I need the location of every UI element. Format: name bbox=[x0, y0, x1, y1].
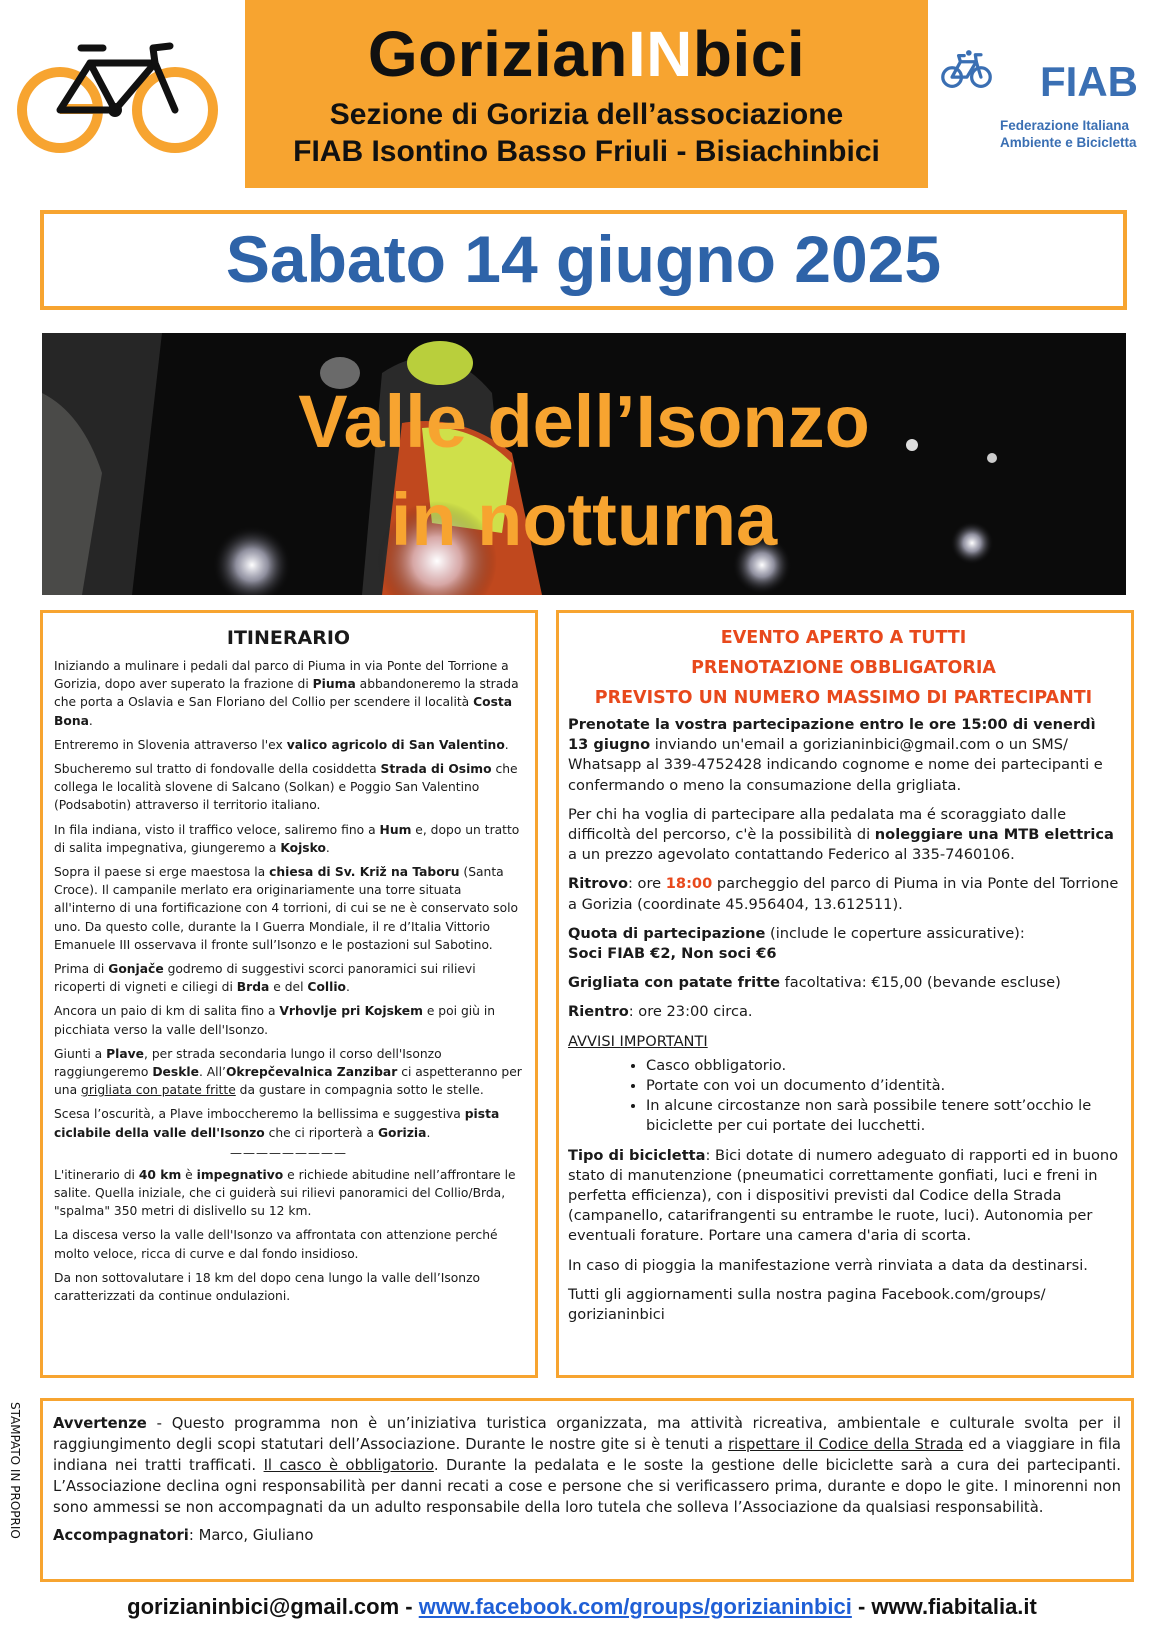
meeting-point-paragraph: Ritrovo: ore 18:00 parcheggio del parco di Piuma in via Ponte del Torrione a Gorizia (coordinate 45.956404, 13.612511). bbox=[568, 875, 1119, 913]
guides-text: Accompagnatori: Marco, Giuliano bbox=[53, 1527, 314, 1544]
event-title-line-1: Valle dell’Isonzo bbox=[298, 380, 870, 463]
footer-contacts: gorizianinbici@gmail.com - www.facebook.com/groups/gorizianinbici - www.fiabitalia.it bbox=[127, 1594, 1037, 1619]
fiab-bike-icon bbox=[940, 38, 1040, 118]
fiab-line-1: Federazione Italiana bbox=[1000, 118, 1130, 133]
grill-paragraph: Grigliata con patate fritte facoltativa: €15,00 (bevande escluse) bbox=[568, 974, 1061, 992]
itinerary-paragraph: Scesa l’oscurità, a Plave imboccheremo la bellissima e suggestiva pista ciclabile della valle dell'Isonzo che ci riporterà a Gorizia. bbox=[54, 1107, 500, 1140]
rain-paragraph: In caso di pioggia la manifestazione verrà rinviata a data da destinarsi. bbox=[568, 1256, 1088, 1274]
list-item: • Portate con voi un documento d’identità. bbox=[646, 1076, 1119, 1096]
event-title-line-2: in notturna bbox=[390, 478, 778, 561]
notices-list bbox=[568, 1056, 1119, 1137]
separator: ————————— bbox=[230, 1145, 347, 1160]
disclaimer-text: Avvertenze - Questo programma non è un’iniziativa turistica organizzata, ma attività ricreativa, ambientale e culturale svolta per il raggiungimento degli scopi statutari dell’Associazione. Durante le nostre gite si è tenuti a rispettare il Codice della Strada ed a viaggiare in fila indiana nei tratti trafficati. Il casco è obbligatorio. Durante la pedalata e le soste la gestione delle biciclette sarà a cura dei partecipanti. L’Associazione declina ogni responsabilità per danni recati a cose e persone che si verificassero prima, durante e dopo le gite. I minorenni non sono ammessi se non accompagnati da un adulto responsabile della loro tutela che solleva l’Associazione da qualsiasi responsabilità. bbox=[53, 1415, 1121, 1516]
list-item: • In alcune circostanze non sarà possibile tenere sott’occhio le biciclette per cui portate dei lucchetti. bbox=[646, 1096, 1119, 1136]
header-title: GorizianINbici bbox=[367, 18, 806, 90]
max-participants-heading: PREVISTO UN NUMERO MASSIMO DI PARTECIPANTI bbox=[594, 688, 1093, 708]
hero-photo bbox=[42, 333, 1126, 595]
gorizianinbici-logo bbox=[15, 38, 220, 153]
itinerary-paragraph: Sopra il paese si erge maestosa la chiesa di Sv. Križ na Taboru (Santa Croce). Il campanile merlato era originariamente una torre situata all'interno di una fortificazione con 4 torrioni, di cui se ne è conservato solo uno. Da questo colle, durante la I Guerra Mondiale, il re d’Italia Vittorio Emanuele III osservava il fronte sull’Isonzo e le postazioni sul Sabotino. bbox=[54, 865, 519, 952]
itinerary-paragraph: Iniziando a mulinare i pedali dal parco di Piuma in via Ponte del Torrione a Gorizia, dopo aver superato la frazione di Piuma abbandoneremo la strada che porta a Oslavia e San Floriano del Collio per scendere il località Costa Bona. bbox=[54, 659, 519, 728]
fiab-name: FIAB bbox=[1040, 58, 1138, 105]
list-item: • Casco obbligatorio. bbox=[646, 1056, 1119, 1076]
bike-type-paragraph: Tipo di bicicletta: Bici dotate di numero adeguato di rapporti ed in buono stato di manutenzione (pneumatici correttamente gonfiati, luci e freni in perfetta efficienza), con i dispositivi previsti dal Codice della Strada (campanello, catarifrangenti su entrambe le ruote, luci). Autonomia per eventuali forature. Portare una camera d'aria di scorta. bbox=[568, 1146, 1119, 1245]
info-panel bbox=[556, 610, 1134, 1378]
event-title bbox=[42, 373, 1126, 569]
disclaimer-panel bbox=[40, 1398, 1134, 1582]
printed-in-house-note bbox=[4, 1400, 26, 1600]
itinerary-paragraph: Ancora un paio di km di salita fino a Vrhovlje pri Kojskem e poi giù in picchiata verso la valle dell'Isonzo. bbox=[54, 1004, 496, 1037]
itinerary-paragraph: L'itinerario di 40 km è impegnativo e richiede abitudine nell’affrontare le salite. Quella iniziale, che ci guiderà sui rilievi panoramici del Collio/Brda, "spalma" 350 metri di dislivello su 12 km. bbox=[54, 1167, 516, 1219]
fee-paragraph: Quota di partecipazione (include le coperture assicurative): bbox=[568, 924, 1025, 942]
itinerary-paragraph: Entreremo in Slovenia attraverso l'ex valico agricolo di San Valentino. bbox=[54, 737, 509, 752]
itinerary-paragraph: In fila indiana, visto il traffico veloce, saliremo fino a Hum e, dopo un tratto di salita impegnativa, giungeremo a Kojsko. bbox=[54, 822, 520, 855]
header-banner bbox=[245, 0, 928, 188]
itinerary-paragraph: Sbucheremo sul tratto di fondovalle della cosiddetta Strada di Osimo che collega le località slovene di Salcano (Solkan) e Poggio San Valentino (Podsabotin) attraverso il territorio italiano. bbox=[54, 762, 518, 813]
open-event-heading: EVENTO APERTO A TUTTI bbox=[720, 628, 967, 648]
notices-title: AVVISI IMPORTANTI bbox=[568, 1032, 708, 1050]
header-subtitle-1: Sezione di Gorizia dell’associazione bbox=[329, 98, 844, 131]
facebook-link[interactable]: www.facebook.com/groups/gorizianinbici bbox=[418, 1594, 852, 1619]
ebike-paragraph: Per chi ha voglia di partecipare alla pedalata ma é scoraggiato dalle difficoltà del percorso, c'è la possibilità di noleggiare una MTB elettrica a un prezzo agevolato contattando Federico al 335-7460106. bbox=[568, 805, 1114, 864]
fee-values: Soci FIAB €2, Non soci €6 bbox=[568, 945, 777, 963]
itinerary-paragraph: Prima di Gonjače godremo di suggestivi scorci panoramici sui rilievi ricoperti di vigneti e ciliegi di Brda e del Collio. bbox=[54, 962, 476, 995]
updates-paragraph: Tutti gli aggiornamenti sulla nostra pagina Facebook.com/groups/ gorizianinbici bbox=[568, 1285, 1046, 1324]
itinerary-paragraph: Giunti a Plave, per strada secondaria lungo il corso dell'Isonzo raggiungeremo Deskle. All’Okrepčevalnica Zanzibar ci aspetteranno per una grigliata con patate fritte da gustare in compagnia sotto le stelle. bbox=[54, 1046, 522, 1098]
itinerary-title: ITINERARIO bbox=[226, 627, 351, 649]
email-link[interactable]: gorizianinbici@gmail.com bbox=[127, 1594, 400, 1619]
side-note-text: STAMPATO IN PROPRIO bbox=[8, 1402, 22, 1539]
booking-required-heading: PRENOTAZIONE OBBLIGATORIA bbox=[691, 658, 996, 678]
event-date: Sabato 14 giugno 2025 bbox=[40, 210, 1127, 310]
booking-paragraph: Prenotate la vostra partecipazione entro le ore 15:00 di venerdì 13 giugno inviando un'email a gorizianinbici@gmail.com o un SMS/ Whatsapp al 339-4752428 indicando cognome e nome dei partecipanti e confermando o meno la consumazione della grigliata. bbox=[568, 716, 1103, 794]
fiab-site-link[interactable]: www.fiabitalia.it bbox=[871, 1594, 1037, 1619]
itinerary-paragraph: La discesa verso la valle dell'Isonzo va affrontata con attenzione perché molto veloce, ricca di curve e dal fondo insidioso. bbox=[54, 1228, 498, 1261]
header-subtitle-2: FIAB Isontino Basso Friuli - Bisiachinbici bbox=[293, 135, 880, 168]
itinerary-paragraph: Da non sottovalutare i 18 km del dopo cena lungo la valle dell’Isonzo caratterizzati da continue ondulazioni. bbox=[54, 1270, 481, 1304]
return-paragraph: Rientro: ore 23:00 circa. bbox=[568, 1003, 753, 1021]
itinerary-panel bbox=[40, 610, 538, 1378]
fiab-line-2: Ambiente e Bicicletta bbox=[1000, 135, 1137, 150]
